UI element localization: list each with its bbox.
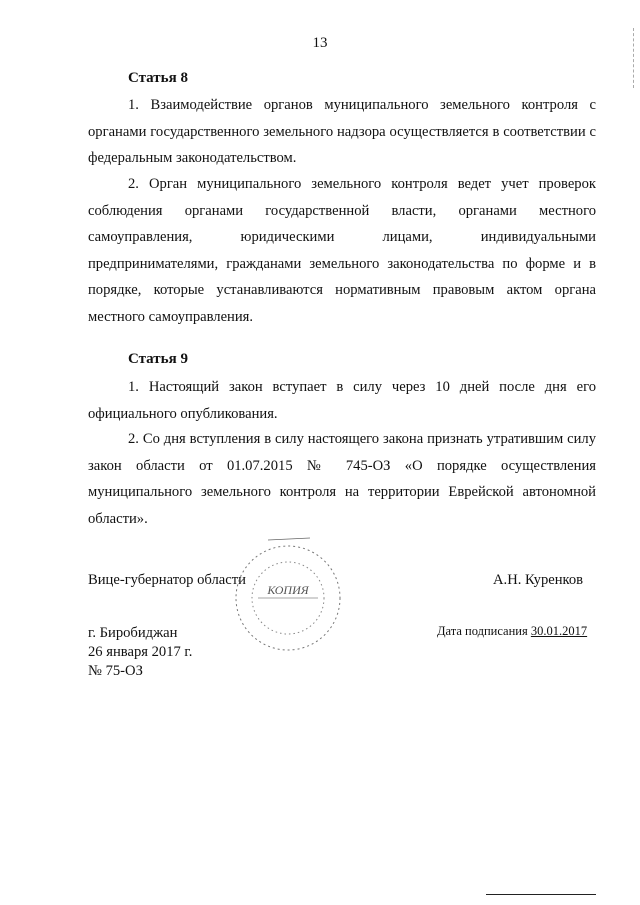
signing-date (437, 624, 587, 639)
footer-rule (486, 894, 596, 895)
signing-date-value: 30.01.2017 (530, 624, 588, 638)
edge-mark (629, 28, 634, 88)
article-9-paragraph-2: 2. Со дня вступления в силу настоящего закона признать утратившим силу закон области от 01.07.2015 № 745-ОЗ «О порядке осуществления муниципального земельного контроля на территории Еврейской автономной области». (88, 431, 596, 527)
law-number: № 75-ОЗ (88, 663, 143, 679)
article-9-paragraph-1: 1. Настоящий закон вступает в силу через 10 дней после дня его официального опубликования. (88, 379, 596, 422)
article-8-title: Статья 8 (128, 70, 188, 86)
article-8-paragraph-1: 1. Взаимодействие органов муниципального земельного контроля с органами государственного земельного надзора осуществляется в соответствии с федеральным законодательством. (88, 97, 596, 166)
place-block (88, 624, 192, 681)
copy-stamp (218, 528, 358, 658)
stamp-label: КОПИЯ (267, 583, 309, 597)
article-9-title: Статья 9 (128, 351, 188, 367)
signing-date-label: Дата подписания (437, 624, 528, 638)
place-date: 26 января 2017 г. (88, 644, 193, 660)
place-city: г. Биробиджан (88, 625, 178, 641)
stamp-top-stroke (268, 538, 310, 540)
article-8-paragraph-2: 2. Орган муниципального земельного контроля ведет учет проверок соблюдения органами государственной власти, органами местного самоуправления, юридическими лицами, индивидуальными предпринимателями, гражданами земельного законодательства по форме и в порядке, которые устанавливаются нормативным правовым актом органа местного самоуправления. (88, 176, 596, 325)
signatory-name: А.Н. Куренков (493, 572, 584, 588)
page-number: 13 (312, 35, 328, 51)
signatory-position: Вице-губернатор области (88, 572, 246, 588)
